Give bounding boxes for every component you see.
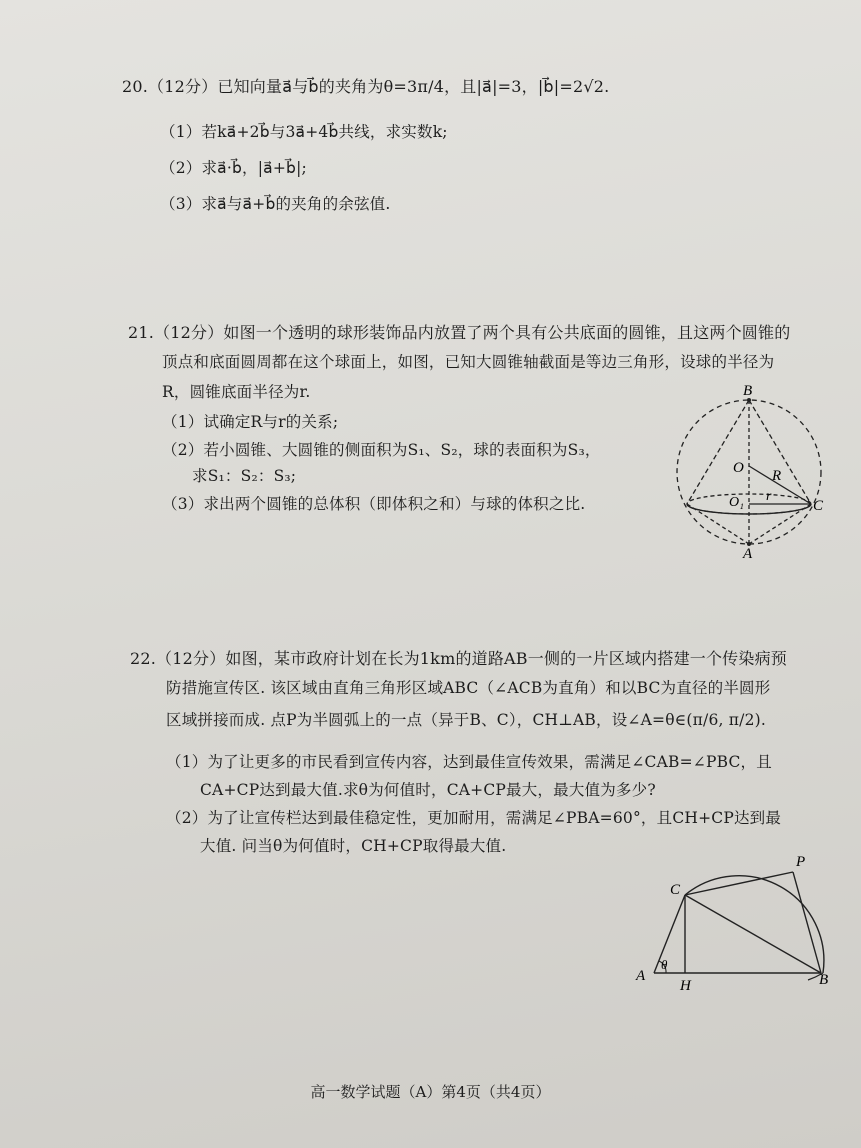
q21-label-R: R xyxy=(772,468,782,484)
q22-part2a: （2）为了让宣传栏达到最佳稳定性，更加耐用，需满足∠PBA=60°，且CH+CP达到最 xyxy=(166,809,782,827)
q21-label-O1: O₁ xyxy=(729,495,744,510)
q22-segment-CB xyxy=(685,895,821,973)
q22-line3: 区域拼接而成. 点P为半圆弧上的一点（异于B、C），CH⊥AB，设∠A=θ∈(π/6, π/2). xyxy=(166,711,767,729)
q22-part2b: 大值. 问当θ为何值时，CH+CP取得最大值. xyxy=(200,837,507,855)
q22-segment-PB xyxy=(793,872,821,973)
q20-part1: （1）若ka⃗+2b⃗与3a⃗+4b⃗共线，求实数k; xyxy=(160,123,448,141)
q21-part2b: 求S₁：S₂：S₃; xyxy=(192,467,297,485)
q21-label-O: O xyxy=(733,460,744,476)
page-footer: 高一数学试题（A）第4页（共4页） xyxy=(310,1083,551,1101)
q22-label-A: A xyxy=(636,968,646,984)
q21-part1: （1）试确定R与r的关系; xyxy=(162,413,339,431)
q22-line1: 22.（12分）如图，某市政府计划在长为1km的道路AB一侧的一片区域内搭建一个传染病预 xyxy=(130,649,787,668)
q22-part1b: CA+CP达到最大值.求θ为何值时，CA+CP最大，最大值为多少? xyxy=(200,781,656,799)
q22-figure xyxy=(628,848,838,993)
q22-part1a: （1）为了让更多的市民看到宣传内容，达到最佳宣传效果，需满足∠CAB=∠PBC，且 xyxy=(166,753,772,771)
q21-label-r: r xyxy=(766,489,772,504)
q21-line1: 21.（12分）如图一个透明的球形装饰品内放置了两个具有公共底面的圆锥，且这两个圆锥的 xyxy=(128,323,791,342)
q21-label-B: B xyxy=(743,383,753,399)
q21-part3: （3）求出两个圆锥的总体积（即体积之和）与球的体积之比. xyxy=(162,495,586,513)
q22-label-B: B xyxy=(819,972,829,988)
q22-line2: 防措施宣传区. 该区域由直角三角形区域ABC（∠ACB为直角）和以BC为直径的半圆形 xyxy=(166,679,771,697)
q22-label-P: P xyxy=(796,854,806,870)
q21-part2a: （2）若小圆锥、大圆锥的侧面积为S₁、S₂，球的表面积为S₃， xyxy=(162,441,601,459)
q21-label-A: A xyxy=(743,546,753,560)
q22-segment-AC xyxy=(654,895,685,973)
q21-sphere-figure xyxy=(670,380,840,560)
q22-label-H: H xyxy=(680,978,691,993)
q22-label-C: C xyxy=(670,882,681,898)
q21-cone-edge-left xyxy=(687,400,749,504)
q22-label-theta: θ xyxy=(661,957,668,972)
q20-part2: （2）求a⃗·b⃗，|a⃗+b⃗|; xyxy=(160,159,307,177)
q21-line2: 顶点和底面圆周都在这个球面上，如图，已知大圆锥轴截面是等边三角形，设球的半径为 xyxy=(162,353,775,371)
q20-part3: （3）求a⃗与a⃗+b⃗的夹角的余弦值. xyxy=(160,195,391,213)
q21-label-C: C xyxy=(813,498,824,514)
q21-cone-edge-right xyxy=(749,400,811,504)
q20-title: 20.（12分）已知向量a⃗与b⃗的夹角为θ=3π/4，且|a⃗|=3，|b⃗|=2√2. xyxy=(122,77,610,96)
q21-line3: R，圆锥底面半径为r. xyxy=(162,383,311,401)
